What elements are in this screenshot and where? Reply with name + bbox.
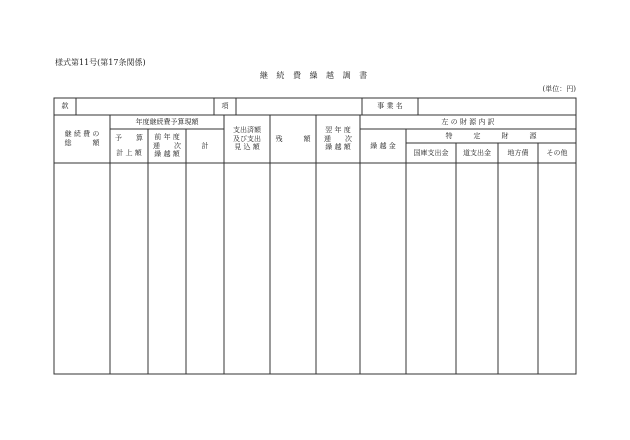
jigyo-label: 事 業 名 — [377, 102, 403, 111]
col-kokko: 国庫支出金 — [413, 148, 449, 157]
kou-label: 項 — [221, 102, 229, 111]
kan-label: 款 — [61, 102, 69, 111]
unit-note: (単位：円) — [542, 85, 576, 93]
col-zennendo-kurikoshi: 前 年 度 逓 次 繰 越 額 — [153, 132, 181, 159]
col-yokunendo-kurikoshi: 翌 年 度 逓 次 繰 越 額 — [324, 125, 352, 152]
col-group-zaigen: 左 の 財 源 内 訳 — [441, 117, 495, 126]
jigyo-field[interactable] — [418, 98, 576, 115]
col-sonota: その他 — [546, 148, 568, 157]
col-chihosai: 地方債 — [507, 148, 529, 157]
col-yosan-keijo: 予 算 計 上 額 — [115, 134, 143, 157]
document-title: 継 続 費 繰 越 調 書 — [259, 71, 371, 80]
col-group-nendo-budget: 年度継続費予算現額 — [135, 117, 199, 126]
col-doshishutsu: 道支出金 — [463, 148, 491, 157]
col-zangaku: 残 額 — [275, 134, 311, 143]
col-kurikoshi-kin: 繰 越 金 — [370, 141, 396, 150]
form-number: 様式第11号(第17条関係) — [55, 58, 146, 67]
kan-field[interactable] — [76, 98, 214, 115]
kou-field[interactable] — [236, 98, 362, 115]
table-body[interactable] — [54, 163, 576, 374]
col-total-amount: 継 続 費 の 総 額 — [64, 130, 100, 147]
col-shishutsu: 支出済額 及び支出 見 込 額 — [233, 125, 261, 152]
col-group-tokutei: 特 定 財 源 — [445, 131, 537, 140]
col-kei: 計 — [201, 141, 209, 150]
